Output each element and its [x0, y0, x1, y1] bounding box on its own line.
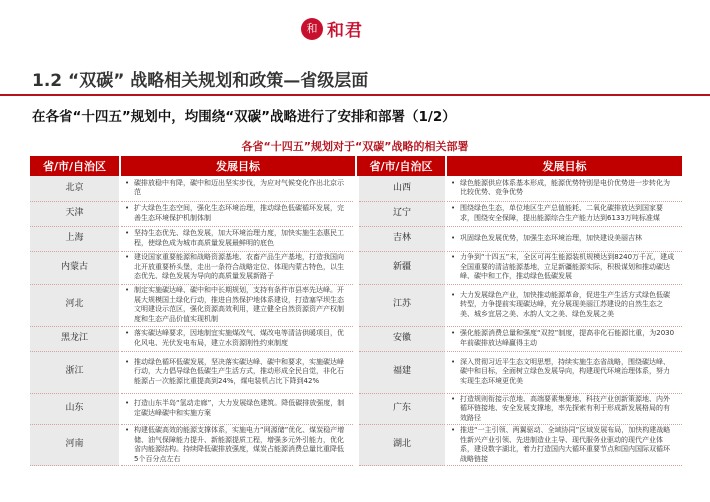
development-goal — [446, 284, 682, 326]
province-name: 辽宁 — [356, 201, 446, 226]
table-row — [30, 201, 682, 226]
bullet-dot-icon: • — [125, 253, 130, 262]
header-goal-left: 发展目标 — [120, 156, 356, 176]
goal-bullet — [125, 358, 347, 387]
goal-bullet — [125, 286, 347, 324]
development-goal — [446, 425, 682, 466]
table-row — [30, 326, 682, 351]
goal-text: 坚持生态优先、绿色发展，加大环境治理力度，加快实施生态惠民工程，使绿色成为城市高质量发展最鲜明的底色 — [134, 229, 344, 247]
table-header-row — [30, 156, 682, 176]
bullet-dot-icon: • — [451, 329, 456, 337]
goal-text: 打造规则衔接示范地、高端要素集聚地、科技产业创新策源地、内外循环链接地、安全发展支撑地，率先探索有利于形成新发展格局的有效路径 — [460, 394, 670, 422]
province-name: 山东 — [30, 393, 120, 425]
table-row — [30, 351, 682, 393]
province-name: 吉林 — [356, 226, 446, 251]
development-goal — [120, 176, 356, 201]
goal-bullet — [125, 204, 347, 223]
development-goal — [120, 351, 356, 393]
table-row — [30, 284, 682, 326]
header-goal-right: 发展目标 — [446, 156, 682, 176]
development-goal — [446, 326, 682, 351]
goal-text: 推进“一主引领、两翼驱动、全域协同”区域发展布局，加快构建战略性新兴产业引领、先进制造业主导、现代服务业驱动的现代产业体系，建设数字湖北，着力打造国内大循环重要节点和国内国际双循环战略链接 — [460, 426, 671, 463]
goal-bullet — [451, 204, 676, 223]
province-name: 内蒙古 — [30, 251, 120, 284]
province-name: 天津 — [30, 201, 120, 226]
bullet-dot-icon: • — [125, 178, 130, 187]
development-goal — [446, 176, 682, 201]
bullet-dot-icon: • — [125, 399, 130, 408]
header-province-left: 省/市/自治区 — [30, 156, 120, 176]
table-row — [30, 176, 682, 201]
development-goal — [120, 425, 356, 466]
goal-text: 深入贯彻习近平生态文明思想，持续实施生态省战略，围绕碳达峰、碳中和目标，全面树立绿色发展导向，构建现代环境治理体系，努力实现生态环境更优美 — [460, 357, 670, 385]
logo-mark-icon: 和 — [301, 18, 323, 40]
bullet-dot-icon: • — [451, 204, 456, 212]
goal-text: 制定实施碳达峰、碳中和中长期规划，支持有条件市县率先达峰。开展大规模国土绿化行动，推进自然保护地体系建设，打造塞罕坝生态文明建设示范区，强化资源高效利用，建立健全自然资源资产产权制度和生态产品价值实现机制 — [134, 286, 344, 323]
goal-bullet — [125, 179, 347, 198]
goal-bullet — [451, 329, 676, 348]
bullet-dot-icon: • — [451, 178, 456, 187]
goal-bullet — [451, 253, 676, 282]
development-goal — [446, 251, 682, 284]
goal-bullet — [125, 329, 347, 348]
goal-bullet — [451, 358, 676, 387]
province-name: 广东 — [356, 393, 446, 425]
table-row — [30, 425, 682, 466]
bullet-dot-icon: • — [451, 357, 456, 366]
bullet-dot-icon: • — [451, 290, 456, 299]
table-caption: 各省“十四五”规划对于“双碳”战略的相关部署 — [241, 140, 469, 153]
goal-bullet — [125, 426, 347, 464]
bullet-dot-icon: • — [451, 426, 456, 434]
province-name: 湖北 — [356, 425, 446, 466]
province-name: 山西 — [356, 176, 446, 201]
goal-bullet — [451, 234, 676, 244]
goal-text: 构建低碳高效的能源支撑体系，实施电力“网源储”优化、煤炭稳产增储、油气保障能力提升、新能源提质工程，增强多元外引能力，优化省内能源结构。持续降低碳排放强度，煤炭占能源消费总量比重降低5个百分点左右 — [134, 426, 345, 463]
province-name: 安徽 — [356, 326, 446, 351]
goal-bullet — [451, 426, 676, 464]
bullet-dot-icon: • — [451, 394, 456, 403]
development-goal — [120, 201, 356, 226]
table-row — [30, 251, 682, 284]
goal-text: 落实碳达峰要求，因地制宜实施煤改气、煤改电等清洁供暖项目，优化风电、光伏发电布局，建立水资源刚性约束制度 — [134, 329, 344, 347]
goal-text: 推动绿色循环低碳发展，坚决落实碳达峰、碳中和要求，实施碳达峰行动，大力倡导绿色低碳生产生活方式，推动形成全民自觉，非化石能源占一次能源比重提高到24%，煤电装机占比下降到42% — [134, 357, 344, 385]
bullet-dot-icon: • — [125, 329, 130, 337]
table-row — [30, 226, 682, 251]
section-title: 1.2 “双碳” 战略相关规划和政策—省级层面 — [32, 71, 369, 91]
bullet-dot-icon: • — [451, 233, 456, 242]
goal-bullet — [451, 179, 676, 198]
province-name: 北京 — [30, 176, 120, 201]
goal-text: 打造山东半岛“氢动走廊”，大力发展绿色建筑。降低碳排放强度，制定碳达峰碳中和实施方案 — [134, 399, 345, 417]
goal-text: 扩大绿色生态空间，强化生态环境治理，推动绿色低碳循环发展，完善生态环境保护机制体制 — [134, 204, 344, 222]
goal-text: 大力发展绿色产业，加快推动能源革命，促进生产生活方式绿色低碳转型，力争提前实现碳达峰，充分展现美丽江苏建设的自然生态之美、城乡宜居之美、水韵人文之美、绿色发展之美 — [460, 290, 670, 318]
company-logo — [301, 16, 363, 41]
development-goal — [446, 351, 682, 393]
goal-text: 围绕绿色生态，单位地区生产总值能耗、二氧化碳排放达到国家要求，围绕安全保障，提出能源综合生产能力达到6133万吨标准煤 — [460, 204, 663, 222]
goal-bullet — [451, 291, 676, 320]
development-goal — [120, 326, 356, 351]
logo-name: 和君 — [327, 21, 363, 41]
bullet-dot-icon: • — [125, 204, 130, 212]
goal-text: 建设国家重要能源和战略资源基地、农畜产品生产基地，打造我国向北开放重要桥头堡，走出一条符合战略定位、体现内蒙古特色，以生态优先、绿色发展为导向的高质量发展新路子 — [134, 253, 344, 281]
goal-bullet — [125, 399, 347, 418]
province-name: 河南 — [30, 425, 120, 466]
development-goal — [446, 393, 682, 425]
province-name: 河北 — [30, 284, 120, 326]
development-goal — [120, 393, 356, 425]
province-name: 浙江 — [30, 351, 120, 393]
province-name: 福建 — [356, 351, 446, 393]
goal-bullet — [451, 395, 676, 424]
goal-text: 巩固绿色发展优势，加强生态环境治理，加快建设美丽吉林 — [460, 233, 642, 242]
bullet-dot-icon: • — [125, 357, 130, 366]
province-name: 上海 — [30, 226, 120, 251]
title-divider — [0, 94, 710, 96]
bullet-dot-icon: • — [125, 286, 130, 294]
goal-text: 碳排放稳中有降，碳中和迈出坚实步伐，为应对气候变化作出北京示范 — [134, 178, 344, 197]
goal-text: 强化能源消费总量和强度“双控”制度，提高非化石能源比重，为2030年前碳排放达峰赢得主动 — [460, 329, 675, 347]
goal-bullet — [125, 253, 347, 282]
province-goals-table — [30, 156, 682, 466]
development-goal — [120, 226, 356, 251]
slide-subtitle: 在各省“十四五”规划中，均围绕“双碳”战略进行了安排和部署（1/2） — [32, 109, 456, 125]
table-row — [30, 393, 682, 425]
development-goal — [120, 284, 356, 326]
goal-text: 绿色能源供应体系基本形成，能源优势特别是电价优势进一步转化为比较优势、竞争优势 — [460, 178, 670, 197]
development-goal — [446, 201, 682, 226]
bullet-dot-icon: • — [125, 229, 130, 237]
province-name: 新疆 — [356, 251, 446, 284]
goal-text: 力争到“十四五”末，全区可再生能源装机规模达到8240万千瓦，建成全国重要的清洁能源基地，立足新疆能源实际，积极谋划和推动碳达峰、碳中和工作，推动绿色低碳发展 — [460, 253, 675, 281]
header-province-right: 省/市/自治区 — [356, 156, 446, 176]
province-name: 黑龙江 — [30, 326, 120, 351]
development-goal — [446, 226, 682, 251]
bullet-dot-icon: • — [451, 253, 456, 262]
province-name: 江苏 — [356, 284, 446, 326]
development-goal — [120, 251, 356, 284]
goal-bullet — [125, 229, 347, 248]
bullet-dot-icon: • — [125, 426, 130, 434]
